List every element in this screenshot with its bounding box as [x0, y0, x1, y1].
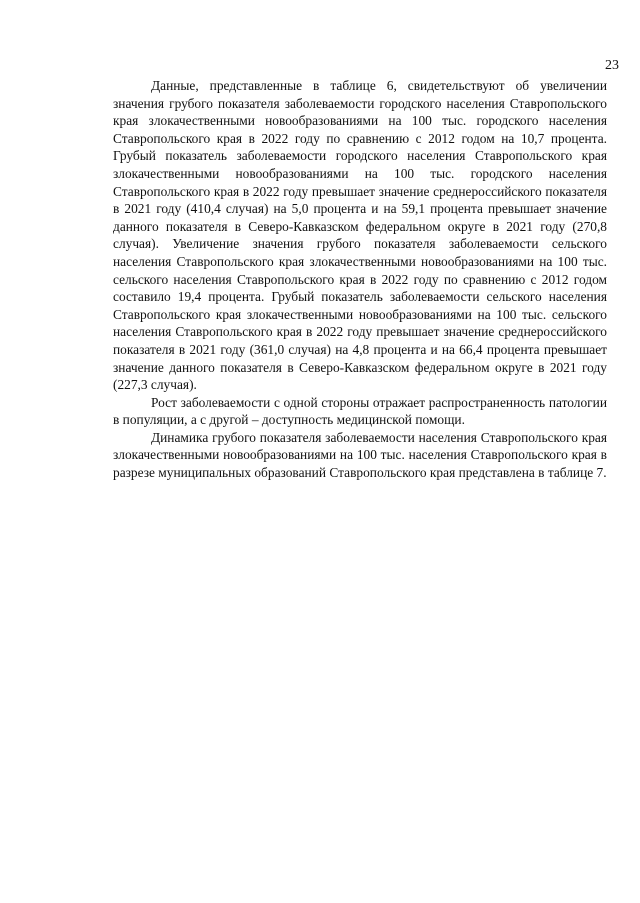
paragraph: Данные, представленные в таблице 6, свидетельствуют об увеличении значения грубого показателя заболеваемости городского населения Ставропольского края злокачественными новообразованиями на 100 тыс. городского населения Ставропольского края в 2022 году по сравнению с 2012 годом на 10,7 процента. Грубый показатель заболеваемости городского населения Ставропольского края злокачественными новообразованиями на 100 тыс. городского населения Ставропольского края в 2022 году превышает значение среднероссийского показателя в 2021 году (410,4 случая) на 5,0 процента и на 59,1 процента превышает значение данного показателя в Северо-Кавказском федеральном округе в 2021 году (270,8 случая). Увеличение значения грубого показателя заболеваемости сельского населения Ставропольского края злокачественными новообразованиями на 100 тыс. сельского населения Ставропольского края в 2022 году по сравнению с 2012 годом составило 19,4 процента. Грубый показатель заболеваемости сельского населения Ставропольского края злокачественными новообразованиями на 100 тыс. сельского населения Ставропольского края в 2022 году превышает значение среднероссийского показателя в 2021 году (361,0 случая) на 4,8 процента и на 66,4 процента превышает значение данного показателя в Северо-Кавказском федеральном округе в 2021 году (227,3 случая). [113, 78, 607, 393]
page-number: 23 [605, 58, 619, 73]
paragraph: Динамика грубого показателя заболеваемости населения Ставропольского края злокачественными новообразованиями на 100 тыс. населения Ставропольского края в разрезе муниципальных образований Ставропольского края представлена в таблице 7. [113, 429, 607, 481]
document-body [113, 77, 607, 482]
paragraph: Рост заболеваемости с одной стороны отражает распространенность патологии в популяции, а с другой – доступность медицинской помощи. [113, 394, 607, 428]
